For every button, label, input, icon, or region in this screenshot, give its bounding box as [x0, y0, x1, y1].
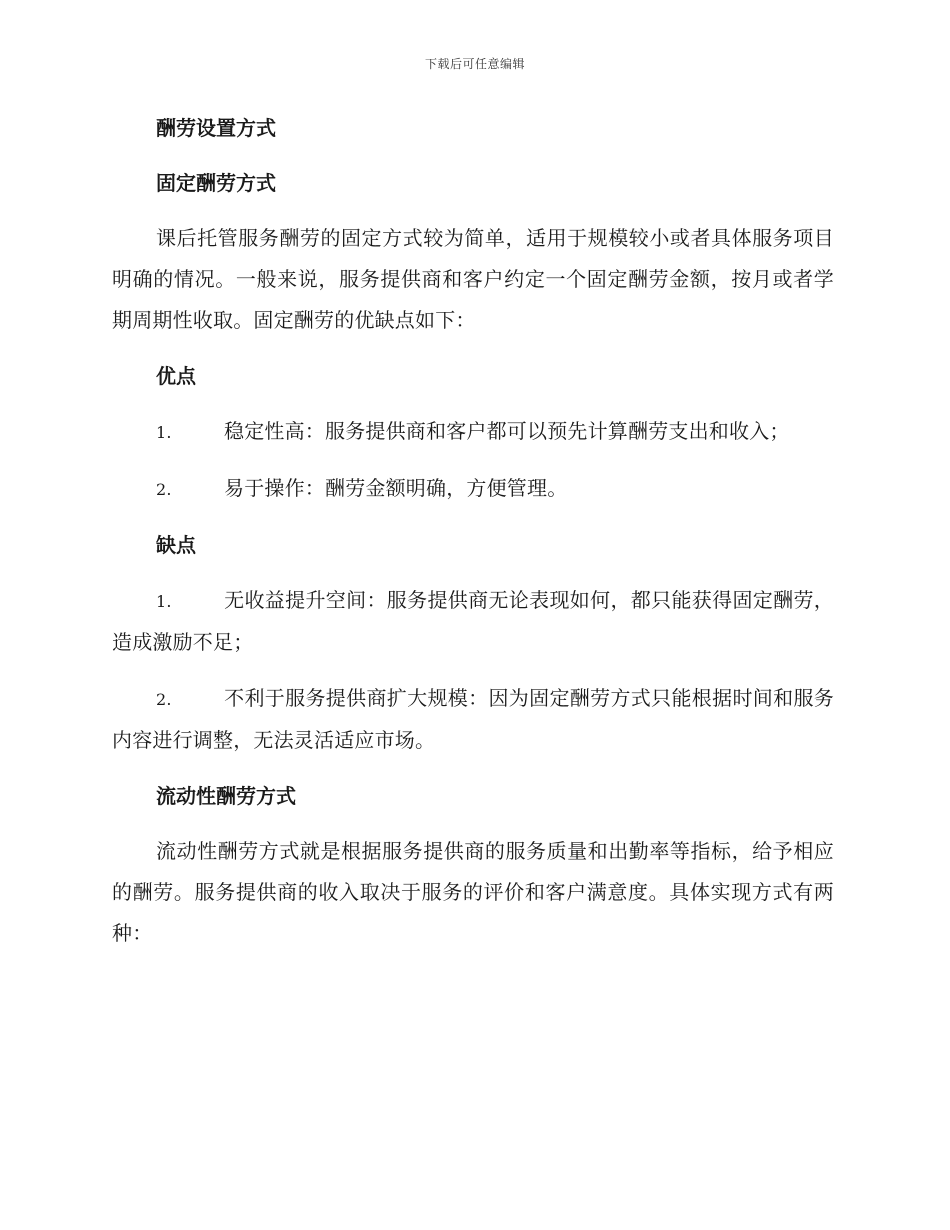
list-text: 不利于服务提供商扩大规模：因为固定酬劳方式只能根据时间和服务内容进行调整，无法灵活适应市场。: [112, 686, 834, 752]
fixed-intro: 课后托管服务酬劳的固定方式较为简单，适用于规模较小或者具体服务项目明确的情况。一般来说，服务提供商和客户约定一个固定酬劳金额，按月或者学期周期性收取。固定酬劳的优缺点如下：: [112, 226, 834, 332]
document-body: [112, 108, 834, 969]
list-text: 稳定性高：服务提供商和客户都可以预先计算酬劳支出和收入；: [224, 419, 790, 443]
list-number: 2.: [156, 480, 172, 499]
fixed-heading: 固定酬劳方式: [156, 171, 276, 195]
list-item: [112, 411, 834, 453]
floating-heading: 流动性酬劳方式: [156, 784, 296, 808]
section-title: 酬劳设置方式: [156, 116, 276, 140]
floating-intro: 流动性酬劳方式就是根据服务提供商的服务质量和出勤率等指标，给予相应的酬劳。服务提供商的收入取决于服务的评价和客户满意度。具体实现方式有两种：: [112, 839, 834, 945]
list-number: 1.: [156, 592, 172, 611]
cons-heading: 缺点: [156, 533, 196, 557]
pros-heading: 优点: [156, 364, 196, 388]
page-header: 下载后可任意编辑: [424, 57, 525, 71]
list-item: [112, 580, 834, 663]
list-text: 易于操作：酬劳金额明确，方便管理。: [224, 476, 568, 500]
list-item: [112, 468, 834, 510]
list-number: 1.: [156, 423, 172, 442]
list-item: [112, 678, 834, 761]
list-number: 2.: [156, 690, 172, 709]
list-text: 无收益提升空间：服务提供商无论表现如何，都只能获得固定酬劳，造成激励不足；: [112, 588, 834, 654]
